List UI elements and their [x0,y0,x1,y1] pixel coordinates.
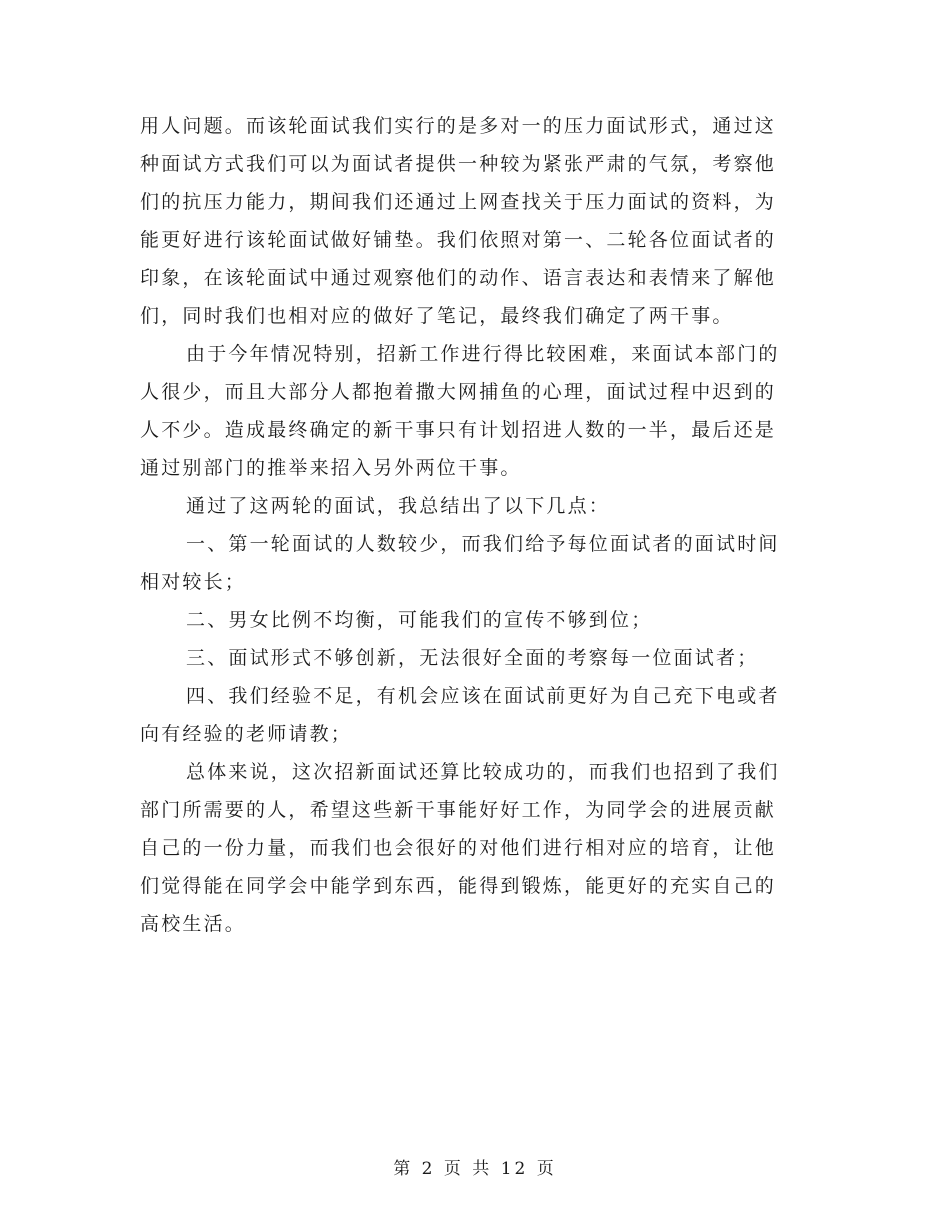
text-line: 通过了这两轮的面试，我总结出了以下几点： [186,495,611,517]
text-line: 三、面试形式不够创新，无法很好全面的考察每一位面试者； [186,647,759,669]
document-body [140,107,800,943]
text-line: 一、第一轮面试的人数较少，而我们给予每位面试者的面试时间 [186,533,780,555]
text-line: 们，同时我们也相对应的做好了笔记，最终我们确定了两干事。 [140,305,734,327]
text-line: 向有经验的老师请教； [140,723,353,745]
text-line: 部门所需要的人，希望这些新干事能好好工作，为同学会的进展贡献 [140,799,777,821]
text-line: 印象，在该轮面试中通过观察他们的动作、语言表达和表情来了解他 [140,267,777,289]
text-line: 相对较长； [140,571,247,593]
text-line: 能更好进行该轮面试做好铺垫。我们依照对第一、二轮各位面试者的 [140,229,777,251]
page-number: 第 2 页 共 12 页 [393,1159,557,1179]
text-line: 自己的一份力量，而我们也会很好的对他们进行相对应的培育，让他 [140,837,777,859]
text-line: 由于今年情况特别，招新工作进行得比较困难，来面试本部门的 [186,343,780,365]
text-line: 用人问题。而该轮面试我们实行的是多对一的压力面试形式，通过这 [140,115,777,137]
text-line: 种面试方式我们可以为面试者提供一种较为紧张严肃的气氛，考察他 [140,153,777,175]
text-line: 通过别部门的推举来招入另外两位干事。 [140,457,522,479]
text-line: 二、男女比例不均衡，可能我们的宣传不够到位； [186,609,653,631]
text-line: 人不少。造成最终确定的新干事只有计划招进人数的一半，最后还是 [140,419,777,441]
text-line: 人很少，而且大部分人都抱着撒大网捕鱼的心理，面试过程中迟到的 [140,381,777,403]
text-line: 高校生活。 [140,913,247,935]
text-line: 四、我们经验不足，有机会应该在面试前更好为自己充下电或者 [186,685,780,707]
text-line: 们的抗压力能力，期间我们还通过上网查找关于压力面试的资料，为 [140,191,777,213]
text-line: 总体来说，这次招新面试还算比较成功的，而我们也招到了我们 [186,761,780,783]
text-line: 们觉得能在同学会中能学到东西，能得到锻炼，能更好的充实自己的 [140,875,777,897]
